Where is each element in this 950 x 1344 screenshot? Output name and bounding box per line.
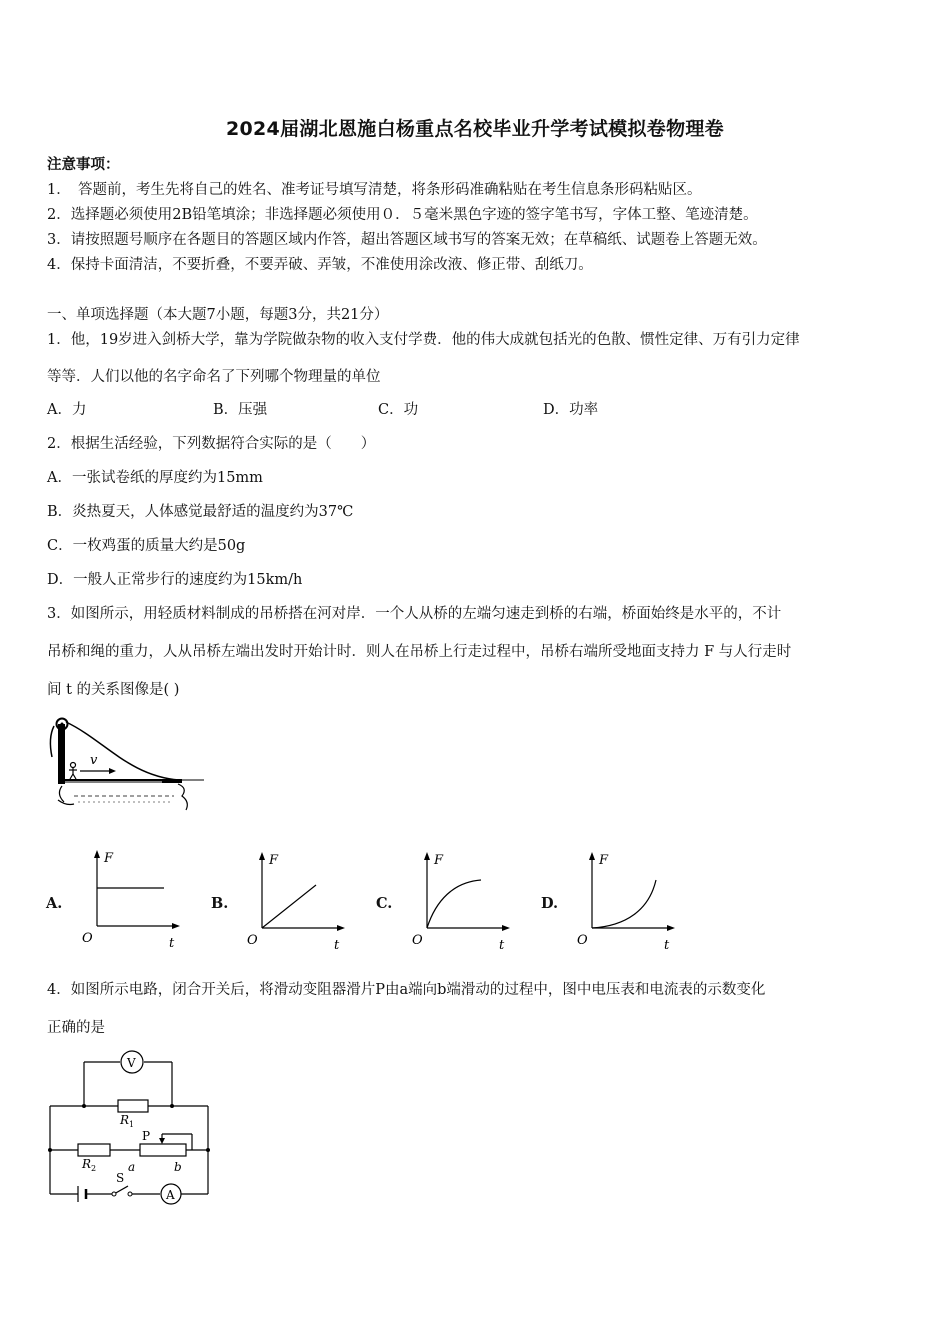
voltmeter-label: V [127, 1056, 136, 1070]
r2-subscript: 2 [91, 1164, 97, 1173]
q3-stem-line1: 3．如图所示，用轻质材料制成的吊桥搭在河对岸．一个人从桥的左端匀速走到桥的右端，桥面始终是水平的，不计 [47, 606, 782, 622]
river-bank-right [178, 784, 187, 810]
resistor-r1 [118, 1100, 148, 1112]
graph-a [76, 848, 186, 950]
q2-option-b: B．炎热夏天，人体感觉最舒适的温度约为37℃ [47, 504, 354, 520]
section-heading: 一、单项选择题（本大题7小题，每题3分，共21分） [47, 307, 389, 323]
notice-item: 4．保持卡面清洁，不要折叠，不要弄破、弄皱，不准使用涂改液、修正带、刮纸刀。 [47, 257, 593, 273]
switch-label: S [116, 1171, 125, 1185]
circuit-diagram [44, 1044, 216, 1208]
q2-option-a: A．一张试卷纸的厚度约为15mm [47, 470, 263, 486]
q3-option-a-label: A. [46, 895, 63, 912]
graph-a-x-label: t [169, 936, 175, 950]
bridge-figure [44, 712, 209, 817]
graph-d-curve [592, 880, 656, 928]
graph-d-x-label: t [664, 938, 670, 952]
graph-c [406, 850, 516, 952]
q3-stem-line3: 间 t 的关系图像是( ) [47, 682, 180, 698]
graph-c-y-label: F [434, 853, 444, 868]
slider-p-label: P [142, 1129, 151, 1143]
q1-stem-line2: 等等．人们以他的名字命名了下列哪个物理量的单位 [47, 369, 381, 385]
rheostat [140, 1144, 186, 1156]
graph-a-origin: O [82, 931, 93, 946]
graph-b-x-label: t [334, 938, 340, 952]
graph-a-y-label: F [104, 851, 114, 866]
notice-item: 2．选择题必须使用2B铅笔填涂；非选择题必须使用０．５毫米黑色字迹的签字笔书写，字体工整、笔迹清楚。 [47, 207, 758, 223]
graph-c-origin: O [412, 933, 423, 948]
r1-subscript: 1 [129, 1120, 135, 1129]
bridge-pillar [58, 724, 65, 784]
graph-b-curve [262, 885, 316, 928]
q1-option-d: D．功率 [543, 402, 599, 418]
q3-option-b-label: B. [211, 895, 229, 912]
q4-stem-line2: 正确的是 [47, 1020, 105, 1036]
q1-option-b: B．压强 [213, 402, 268, 418]
graph-d-y-label: F [599, 853, 609, 868]
r1-label: R [120, 1113, 130, 1127]
r2-label: R [82, 1157, 92, 1171]
terminal-b-label: b [174, 1160, 182, 1174]
graph-c-x-label: t [499, 938, 505, 952]
graph-b-y-label: F [269, 853, 279, 868]
velocity-label: v [90, 753, 98, 768]
q2-option-d: D．一般人正常步行的速度约为15km/h [47, 572, 303, 588]
q1-option-c: C．功 [378, 402, 419, 418]
terminal-a-label: a [128, 1160, 136, 1174]
q3-option-c-label: C. [376, 895, 393, 912]
q3-option-d-label: D. [541, 895, 559, 912]
graph-b [241, 850, 351, 952]
q2-stem: 2．根据生活经验，下列数据符合实际的是（ ） [47, 436, 376, 452]
graph-c-curve [427, 880, 481, 928]
q1-option-a: A．力 [47, 402, 87, 418]
graph-d [571, 850, 681, 952]
q1-stem-line1: 1．他，19岁进入剑桥大学，靠为学院做杂物的收入支付学费．他的伟大成就包括光的色散、惯性定律、万有引力定律 [47, 332, 800, 348]
person-icon [71, 763, 76, 768]
resistor-r2 [78, 1144, 110, 1156]
q3-stem-line2: 吊桥和绳的重力，人从吊桥左端出发时开始计时．则人在吊桥上行走过程中，吊桥右端所受地面支持力 F 与人行走时 [47, 644, 792, 660]
q2-option-c: C．一枚鸡蛋的质量大约是50g [47, 538, 246, 554]
page-title: 2024届湖北恩施白杨重点名校毕业升学考试模拟卷物理卷 [226, 118, 724, 140]
notice-item: 3．请按照题号顺序在各题目的答题区域内作答，超出答题区域书写的答案无效；在草稿纸、试题卷上答题无效。 [47, 232, 767, 248]
graph-d-origin: O [577, 933, 588, 948]
river-bank-left [58, 786, 74, 805]
notice-heading: 注意事项： [47, 156, 120, 173]
graph-b-origin: O [247, 933, 258, 948]
q4-stem-line1: 4．如图所示电路，闭合开关后，将滑动变阻器滑片P由a端向b端滑动的过程中，图中电压表和电流表的示数变化 [47, 982, 766, 998]
ammeter-label: A [166, 1188, 175, 1202]
notice-item: 1． 答题前，考生先将自己的姓名、准考证号填写清楚，将条形码准确粘贴在考生信息条形码粘贴区。 [47, 182, 702, 198]
